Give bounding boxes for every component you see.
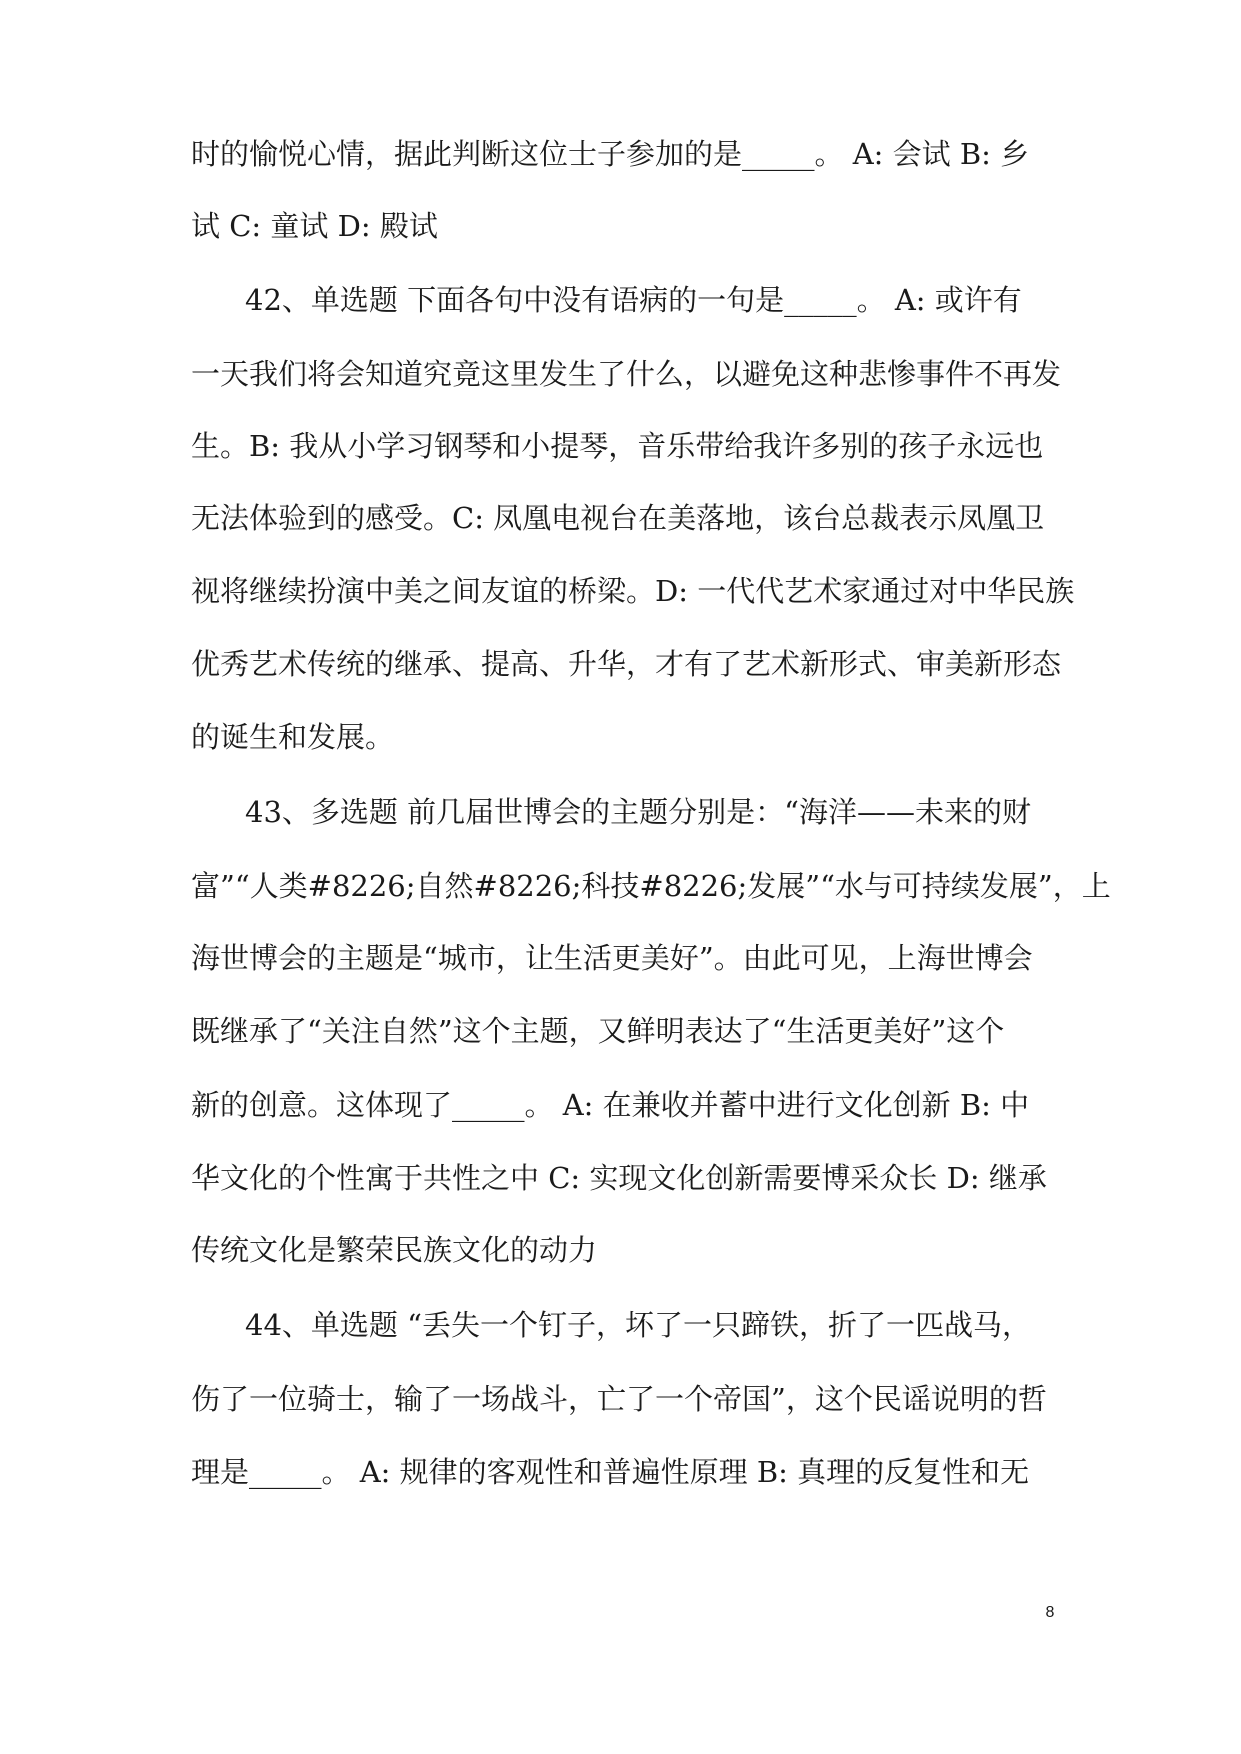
text-line-q41-options: 试 C: 童试 D: 殿试 — [191, 209, 438, 243]
text-line-q43-e: 华文化的个性寓于共性之中 C: 实现文化创新需要博采众长 D: 继承 — [191, 1161, 1047, 1195]
text-line-q42-a: 一天我们将会知道究竟这里发生了什么，以避免这种悲惨事件不再发 — [191, 357, 1062, 391]
text-line-q43-c: 既继承了“关注自然”这个主题，又鲜明表达了“生活更美好”这个 — [191, 1014, 1005, 1048]
text-line-q43-b: 海世博会的主题是“城市，让生活更美好”。由此可见，上海世博会 — [191, 941, 1033, 975]
text-line-q43-d: 新的创意。这体现了_____。 A: 在兼收并蓄中进行文化创新 B: 中 — [191, 1088, 1030, 1122]
question-42-heading: 42、单选题 下面各句中没有语病的一句是_____。 A: 或许有 — [245, 283, 1022, 317]
text-line-q42-c: 无法体验到的感受。C: 凤凰电视台在美落地，该台总裁表示凤凰卫 — [191, 501, 1045, 535]
text-line-q44-a: 伤了一位骑士，输了一场战斗，亡了一个帝国”，这个民谣说明的哲 — [191, 1382, 1047, 1416]
question-44-heading: 44、单选题 “丢失一个钉子，坏了一只蹄铁，折了一匹战马， — [245, 1308, 1031, 1342]
text-line-q42-d: 视将继续扮演中美之间友谊的桥梁。D: 一代代艺术家通过对中华民族 — [191, 574, 1075, 608]
text-line-q44-b: 理是_____。 A: 规律的客观性和普遍性原理 B: 真理的反复性和无 — [191, 1455, 1030, 1489]
question-43-heading: 43、多选题 前几届世博会的主题分别是：“海洋——未来的财 — [245, 795, 1031, 829]
page-number: 8 — [1045, 1604, 1055, 1621]
text-line-q41-end: 时的愉悦心情，据此判断这位士子参加的是_____。 A: 会试 B: 乡 — [191, 137, 1030, 171]
text-line-q42-f: 的诞生和发展。 — [191, 720, 395, 754]
text-line-q42-e: 优秀艺术传统的继承、提高、升华，才有了艺术新形式、审美新形态 — [191, 647, 1062, 681]
text-line-q43-f: 传统文化是繁荣民族文化的动力 — [191, 1233, 598, 1267]
text-line-q43-a: 富”“人类#8226;自然#8226;科技#8226;发展”“水与可持续发展”，上 — [191, 869, 1111, 903]
text-line-q42-b: 生。B: 我从小学习钢琴和小提琴，音乐带给我许多别的孩子永远也 — [191, 429, 1044, 463]
